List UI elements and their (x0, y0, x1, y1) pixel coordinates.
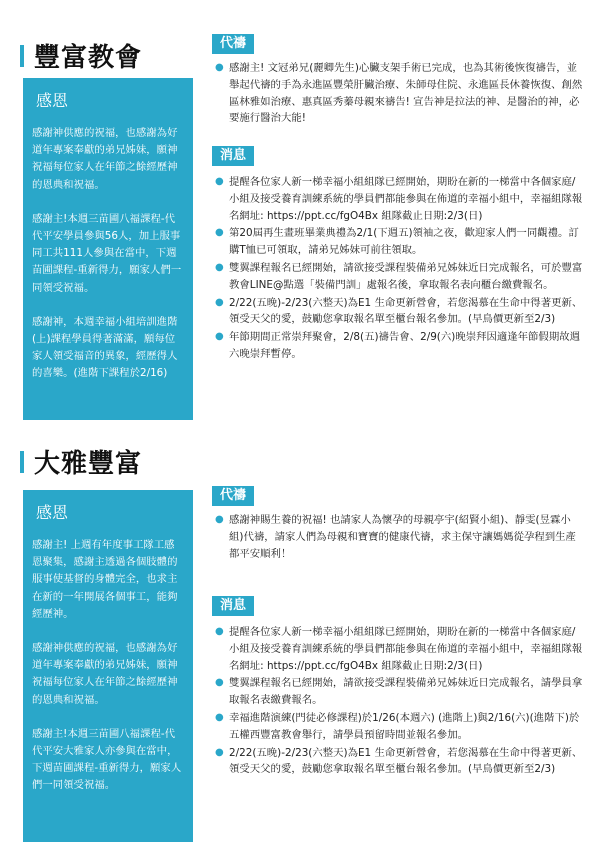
bullet-icon: ● (215, 711, 224, 723)
list-item: ● 第20屆再生畫班畢業典禮為2/1(下週五)領袖之夜，歡迎家人們一同觀禮。訂購T恤已可領取，請弟兄姊妹可前往領取。 (215, 227, 579, 257)
thanks-paragraph: 感謝主! 上週有年度事工隊工感恩聚集，感謝主透過各個肢體的服事使基督的身體完全，也求主在新的一年開展各個事工，能夠經歷神。 (32, 539, 178, 620)
prayer-tag: 代禱 (212, 486, 254, 506)
bullet-icon: ● (215, 62, 224, 73)
panel-title: 感恩 (36, 503, 69, 522)
prayer-tag: 代禱 (212, 34, 254, 54)
list-item: ● 幸福進階演練(門徒必修課程)於1/26(本週六) (進階上)與2/16(六)(進階下)於五權西豐富教會舉行，請學員預留時間並報名參加。 (215, 711, 580, 741)
thanks-paragraph: 感謝主!本週三苗圃八福課程-代代平安大雅家人亦參與在當中，下週苗圃課程-重新得力，願家人們一同領受祝福。 (32, 727, 182, 792)
thanks-paragraph: 感謝神，本週幸福小組培訓進階(上)課程學員得著滿滿，願每位家人領受福音的異象，經歷得人的喜樂。(進階下課程於2/16) (32, 315, 178, 380)
church-name: 豐富教會 (34, 43, 143, 73)
news-tag: 消息 (212, 146, 254, 166)
news-list (212, 624, 584, 779)
bullet-icon: ● (215, 626, 224, 637)
bullet-icon: ● (215, 296, 224, 308)
list-item: ● 雙翼課程報名已經開始，請欲接受課程裝備弟兄姊妹近日完成報名，可於豐富教會LINE@點選「裝備門訓」處報名後，拿取報名表向櫃台繳費報名。 (215, 261, 583, 291)
list-item: ● 雙翼課程報名已經開始，請欲接受課程裝備弟兄姊妹近日完成報名，請學員拿取報名表繳費報名。 (215, 677, 583, 707)
bullet-icon: ● (215, 746, 224, 758)
bullet-icon: ● (215, 176, 224, 187)
church-name: 大雅豐富 (34, 449, 143, 479)
bullet-icon: ● (215, 677, 224, 689)
church-title-daya (20, 443, 142, 480)
news-list (212, 174, 584, 364)
list-item: ● 感謝主! 文冠弟兄(麗卿先生)心臟支架手術已完成，也為其術後恢復禱告，並舉起代禱的手為永進區豐榮肝臟治療、朱師母住院、永進區長休養恢復、創然區林雅如治療、惠真區秀蓁母親來禱告! 宣告神是拉法的神、是醫治的神，必要施行醫治大能! (215, 62, 583, 125)
list-item: ● 年節期間正常崇拜聚會，2/8(五)禱告會、2/9(六)晚崇拜因適逢年節假期故週六晚崇拜暫停。 (215, 331, 580, 360)
thanks-paragraph: 感謝神供應的祝福，也感謝為好道年專案奉獻的弟兄姊妹，願神祝福每位家人在年節之餘經歷神的恩典和祝福。 (32, 642, 178, 706)
church-title-fengfu (20, 37, 142, 74)
bullet-icon: ● (215, 261, 224, 273)
bullet-icon: ● (215, 331, 224, 343)
bullet-icon: ● (215, 514, 224, 525)
list-item: ● 2/22(五晚)-2/23(六整天)為E1 生命更新營會，若您渴慕在生命中得著更新、領受天父的愛，鼓勵您拿取報名單至櫃台報名參加。(早鳥價更新至2/3) (215, 296, 583, 326)
title-accent-bar (20, 45, 24, 67)
list-item: ● 提醒各位家人新一梯幸福小組組隊已經開始，期盼在新的一梯當中各個家庭/小組及接受養育訓練系統的學員們都能參與在佈道的幸福小組中，幸福組隊報名網址: https://ppt.cc/fgO4Bx 組隊截止日期:2/3(日) (215, 176, 583, 222)
news-tag: 消息 (212, 596, 254, 616)
panel-title: 感恩 (36, 91, 69, 110)
list-item: ● 感謝神賜生養的祝福! 也請家人為懷孕的母親亭宇(紹賢小組)、靜雯(昱霖小組)代禱，請家人們為母親和寶寶的健康代禱，求主保守讓媽媽從孕程到生產都平安順利！ (215, 514, 576, 560)
thanks-paragraph: 感謝神供應的祝福，也感謝為好道年專案奉獻的弟兄姊妹，願神祝福每位家人在年節之餘經歷神的恩典和祝福。 (32, 127, 178, 191)
prayer-list (212, 60, 584, 128)
title-accent-bar (20, 451, 24, 473)
thanks-paragraph: 感謝主!本週三苗圃八福課程-代代平安學員參與56人，加上服事同工共111人參與在當中，下週苗圃課程-重新得力，願家人們一同領受祝福。 (32, 212, 182, 294)
list-item: ● 提醒各位家人新一梯幸福小組組隊已經開始，期盼在新的一梯當中各個家庭/小組及接受養育訓練系統的學員們都能參與在佈道的幸福小組中，幸福組隊報名網址: https://ppt.cc/fgO4Bx 組隊截止日期:2/3(日) (215, 626, 583, 672)
list-item: ● 2/22(五晚)-2/23(六整天)為E1 生命更新營會，若您渴慕在生命中得著更新、領受天父的愛，鼓勵您拿取報名單至櫃台報名參加。(早鳥價更新至2/3) (215, 746, 583, 776)
thanks-panel-daya (23, 490, 193, 842)
prayer-list (212, 512, 584, 563)
thanks-panel-fengfu (23, 78, 193, 420)
bullet-icon: ● (215, 227, 224, 239)
